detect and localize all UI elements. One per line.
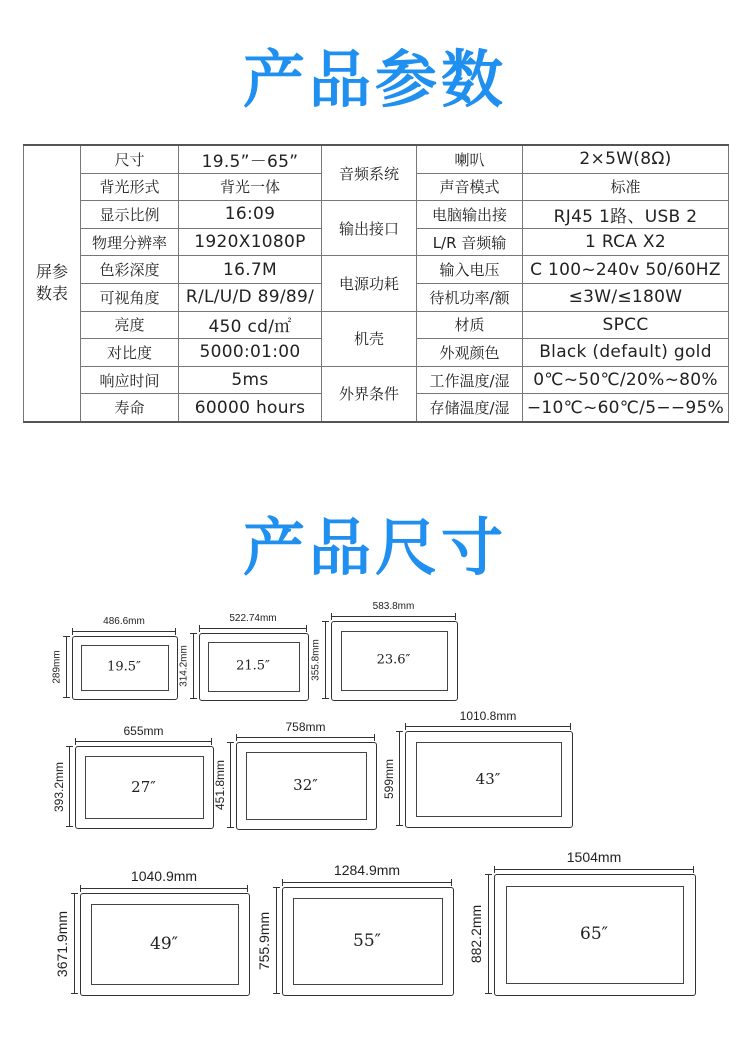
width-dimension-label: 522.74mm [229, 613, 277, 624]
spec-row [24, 256, 729, 284]
spec-key: 尺寸 [81, 145, 179, 173]
width-dimension-label: 1010.8mm [459, 708, 517, 723]
spec-group: 电源功耗 [322, 256, 417, 311]
spec-value: C 100~240v 50/60HZ [523, 256, 729, 284]
spec-value: 1920X1080P [179, 228, 322, 256]
spec-key: 工作温度/湿 [417, 366, 523, 394]
spec-value: RJ45 1路、USB 2 [523, 201, 729, 229]
monitor-size-label: 21.5″ [236, 658, 270, 674]
spec-key: 存储温度/湿 [417, 394, 523, 422]
width-dimension-line [236, 737, 375, 738]
height-dimension-line [74, 893, 75, 994]
spec-table [23, 144, 729, 423]
width-dimension-line [405, 726, 571, 727]
sizes-title: 产品尺寸 [242, 511, 507, 584]
spec-value: 5ms [179, 366, 322, 394]
height-dimension-label: 289mm [51, 650, 63, 684]
width-dimension-label: 758mm [285, 719, 326, 734]
width-dimension-line [75, 741, 212, 742]
width-dimension-label: 1040.9mm [130, 868, 198, 885]
group-label [24, 145, 81, 422]
width-dimension-label: 655mm [123, 723, 164, 738]
width-dimension-label: 1284.9mm [333, 862, 401, 879]
spec-value: 16.7M [179, 256, 322, 284]
spec-value: 标准 [523, 173, 729, 201]
spec-row [24, 145, 729, 173]
width-dimension-line [72, 631, 176, 632]
width-dimension-line [199, 628, 307, 629]
spec-value: ≤3W/≤180W [523, 283, 729, 311]
spec-group: 音频系统 [322, 145, 417, 201]
spec-key: 外观颜色 [417, 339, 523, 367]
spec-value: 16:09 [179, 201, 322, 229]
spec-value: 2×5W(8Ω) [523, 145, 729, 173]
height-dimension-line [488, 874, 489, 994]
spec-value: Black (default) gold [523, 339, 729, 367]
spec-value: R/L/U/D 89/89/ [179, 283, 322, 311]
spec-row [24, 366, 729, 394]
height-dimension-line [193, 633, 194, 699]
spec-value: 19.5”－65” [179, 145, 322, 173]
height-dimension-line [276, 887, 277, 994]
spec-value: 0℃~50℃/20%~80% [523, 366, 729, 394]
spec-key: 电脑输出接 [417, 201, 523, 229]
spec-key: 显示比例 [81, 201, 179, 229]
spec-key: 背光形式 [81, 173, 179, 201]
spec-key: 对比度 [81, 339, 179, 367]
height-dimension-line [399, 731, 400, 826]
spec-key: 物理分辨率 [81, 228, 179, 256]
monitor-size-label: 32″ [293, 776, 318, 794]
spec-value: 5000:01:00 [179, 339, 322, 367]
height-dimension-line [66, 636, 67, 698]
height-dimension-line [325, 621, 326, 699]
spec-group: 外界条件 [322, 366, 417, 422]
height-dimension-line [69, 746, 70, 827]
width-dimension-label: 486.6mm [103, 616, 145, 627]
spec-key: 待机功率/额 [417, 283, 523, 311]
spec-value: SPCC [523, 311, 729, 339]
height-dimension-label: 451.8mm [212, 759, 227, 811]
width-dimension-label: 1504mm [566, 849, 622, 866]
spec-value: −10℃~60℃/5−−95% [523, 394, 729, 422]
spec-key: 输入电压 [417, 256, 523, 284]
height-dimension-label: 755.9mm [256, 911, 273, 970]
width-dimension-line [494, 869, 694, 870]
group-label-line1: 屏参 [35, 262, 68, 282]
height-dimension-label: 599mm [381, 758, 396, 799]
monitor-size-label: 23.6″ [376, 652, 411, 668]
monitor-size-label: 27″ [131, 777, 156, 796]
spec-value: 60000 hours [179, 394, 322, 422]
monitor-size-label: 65″ [580, 924, 608, 944]
height-dimension-label: 314.2mm [178, 645, 190, 687]
width-dimension-line [80, 888, 248, 889]
height-dimension-line [230, 742, 231, 828]
monitor-size-label: 43″ [475, 769, 501, 788]
spec-key: 可视角度 [81, 283, 179, 311]
width-dimension-label: 583.8mm [372, 601, 415, 612]
spec-row [24, 311, 729, 339]
spec-key: 材质 [417, 311, 523, 339]
spec-key: 声音模式 [417, 173, 523, 201]
width-dimension-line [331, 616, 456, 617]
spec-value: 1 RCA X2 [523, 228, 729, 256]
width-dimension-line [282, 882, 452, 883]
params-title: 产品参数 [242, 43, 507, 116]
height-dimension-label: 3671.9mm [54, 910, 71, 977]
spec-key: 色彩深度 [81, 256, 179, 284]
monitor-size-label: 49″ [150, 933, 178, 954]
spec-key: 响应时间 [81, 366, 179, 394]
monitor-size-label: 19.5″ [107, 659, 141, 675]
group-label-line2: 数表 [35, 284, 68, 304]
height-dimension-label: 882.2mm [468, 904, 485, 964]
spec-key: 寿命 [81, 394, 179, 422]
spec-key: 亮度 [81, 311, 179, 339]
spec-group: 机壳 [322, 311, 417, 366]
spec-row [24, 201, 729, 229]
spec-value: 450 cd/㎡ [179, 311, 322, 339]
spec-value: 背光一体 [179, 173, 322, 201]
height-dimension-label: 393.2mm [51, 761, 66, 812]
spec-key: L/R 音频输 [417, 228, 523, 256]
spec-key: 喇叭 [417, 145, 523, 173]
monitor-size-label: 55″ [353, 930, 381, 951]
height-dimension-label: 355.8mm [310, 639, 322, 681]
spec-group: 输出接口 [322, 201, 417, 256]
